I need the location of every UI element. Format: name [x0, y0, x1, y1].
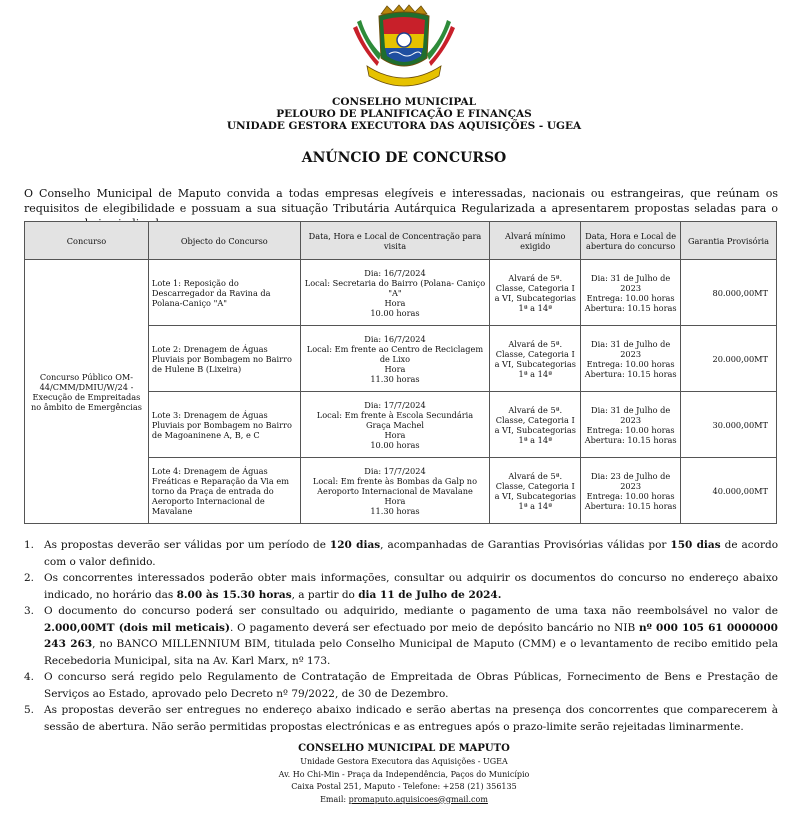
abertura-entrega: Entrega: 10.00 horas [586, 490, 675, 501]
visita-local: Local: Em frente à Escola Secundária Graça Machel [316, 409, 474, 430]
term-text: , acompanhadas de Garantias Provisórias válidas por [380, 539, 671, 551]
visita-hora: 11.30 horas [370, 373, 420, 384]
visita-local: Local: Em frente ao Centro de Reciclagem de Lixo [306, 343, 484, 364]
term-text: Os concorrentes interessados poderão obter mais informações, consultar ou adquirir os documentos do concurso no endereço abaixo indicado, no horário das [44, 572, 778, 601]
cell-objecto: Lote 1: Reposição do Descarregador da Ravina da Polana-Caniço "A" [148, 260, 300, 326]
unit-name: UNIDADE GESTORA EXECUTORA DAS AQUISIÇÕES - UGEA [226, 120, 582, 132]
table-header-row [25, 222, 777, 260]
cell-alvara: Alvará de 5ª. Classe, Categoria I a VI, Subcategorias 1ª a 14ª [490, 458, 581, 524]
term-text: de acordo com o valor definido. [44, 539, 779, 568]
visita-hora-label: Hora [384, 297, 406, 308]
visita-hora-label: Hora [384, 429, 406, 440]
term-text: As propostas deverão ser entregues no endereço abaixo indicado e serão abertas na presença dos concorrentes que comparecerem à sessão de abertura. Não serão permitidas propostas electrónicas e as entregues após o prazo-limite serão rejeitadas liminarmente. [44, 704, 778, 733]
cell-garantia: 20.000,00MT [681, 326, 777, 392]
visita-dia: Dia: 16/7/2024 [364, 267, 426, 278]
page-title: ANÚNCIO DE CONCURSO [301, 150, 507, 166]
header-concurso: Concurso [25, 222, 149, 260]
term-text: O concurso será regido pelo Regulamento de Contratação de Empreitada de Obras Públicas, Fornecimento de Bens e Prestação de Serviços ao Estado, aprovado pelo Decreto nº 79/2022, de 30 de Dezembro. [44, 671, 778, 700]
term-emphasis: 150 dias [670, 539, 721, 551]
term-number: 2. [24, 572, 35, 584]
visita-hora: 11.30 horas [370, 505, 420, 516]
cell-alvara: Alvará de 5ª. Classe, Categoria I a VI, Subcategorias 1ª a 14ª [490, 326, 581, 392]
visita-local: Local: Em frente às Bombas da Galp no Aeroporto Internacional de Mavalane [312, 475, 478, 496]
cell-objecto: Lote 4: Drenagem de Águas Freáticas e Reparação da Via em torno da Praça de entrada do Aeroporto Internacional de Mavalane [148, 458, 300, 524]
abertura-hora: Abertura: 10.15 horas [584, 368, 677, 379]
cell-visita [300, 392, 490, 458]
visita-dia: Dia: 17/7/2024 [364, 465, 426, 476]
cell-visita [300, 260, 490, 326]
footer-council-name: CONSELHO MUNICIPAL DE MAPUTO [298, 743, 510, 754]
municipal-crest-logo [343, 4, 465, 94]
cell-abertura [581, 392, 681, 458]
visita-hora-label: Hora [384, 495, 406, 506]
cell-visita [300, 326, 490, 392]
terms-list [24, 537, 778, 735]
term-item [24, 537, 778, 570]
footer-email-line [0, 794, 808, 807]
abertura-entrega: Entrega: 10.00 horas [586, 358, 675, 369]
abertura-entrega: Entrega: 10.00 horas [586, 292, 675, 303]
abertura-entrega: Entrega: 10.00 horas [586, 424, 675, 435]
cell-alvara: Alvará de 5ª. Classe, Categoria I a VI, Subcategorias 1ª a 14ª [490, 260, 581, 326]
term-item [24, 603, 778, 669]
visita-local: Local: Secretaria do Bairro (Polana- Caniço "A" [304, 277, 486, 298]
table-row [25, 260, 777, 326]
council-name: CONSELHO MUNICIPAL [331, 96, 476, 108]
intro-paragraph: O Conselho Municipal de Maputo convida a todas empresas elegíveis e interessadas, nacionais ou estrangeiras, que reúnam os requisitos de elegibilidade e possuam a sua situação Tributária Autárquica Regularizada a apresentarem propostas seladas para o [24, 187, 778, 215]
visita-dia: Dia: 17/7/2024 [364, 399, 426, 410]
term-item [24, 702, 778, 735]
cell-abertura [581, 458, 681, 524]
abertura-hora: Abertura: 10.15 horas [584, 500, 677, 511]
footer-phone: Caixa Postal 251, Maputo - Telefone: +258 (21) 356135 [291, 782, 517, 791]
visita-hora: 10.00 horas [370, 439, 420, 450]
term-text: As propostas deverão ser válidas por um período de [44, 539, 330, 551]
term-text: , no BANCO MILLENNIUM BIM, titulada pelo Conselho Municipal de Maputo (CMM) e o levantamento de recibo emitido pela Recebedoria Municipal, sita na Av. Karl Marx, nº 173. [44, 638, 778, 667]
term-emphasis: 120 dias [329, 539, 381, 551]
cell-abertura [581, 260, 681, 326]
term-emphasis: 8.00 às 15.30 horas [176, 588, 292, 601]
footer-email-link[interactable]: promaputo.aquisicoes@gmail.com [348, 794, 488, 804]
term-number: 4. [24, 671, 35, 683]
visita-dia: Dia: 16/7/2024 [364, 333, 426, 344]
term-item [24, 669, 778, 702]
abertura-dia: Dia: 23 de Julho de 2023 [591, 470, 671, 491]
abertura-dia: Dia: 31 de Julho de 2023 [591, 272, 671, 293]
cell-garantia: 40.000,00MT [681, 458, 777, 524]
tender-table [24, 221, 777, 524]
cell-concurso: Concurso Público OM-44/CMM/DMIU/W/24 - Execução de Empreitadas no âmbito de Emergências [25, 260, 149, 524]
term-item [24, 570, 778, 603]
term-emphasis: nº 000 105 61 0000000 243 263 [44, 621, 778, 650]
footer-email-label: Email: [320, 794, 349, 804]
term-number: 1. [24, 539, 35, 551]
cell-garantia: 30.000,00MT [681, 392, 777, 458]
cell-objecto: Lote 3: Drenagem de Águas Pluviais por Bombagem no Bairro de Magoaninene A, B, e C [148, 392, 300, 458]
header-visita: Data, Hora e Local de Concentração para visita [300, 222, 490, 260]
visita-hora: 10.00 horas [370, 307, 420, 318]
header-garantia: Garantia Provisória [681, 222, 777, 260]
header-alvara: Alvará mínimo exigido [490, 222, 581, 260]
term-text: , a partir do [291, 588, 359, 601]
cell-objecto: Lote 2: Drenagem de Águas Pluviais por Bombagem no Bairro de Hulene B (Lixeira) [148, 326, 300, 392]
term-number: 3. [24, 605, 35, 617]
visita-hora-label: Hora [384, 363, 406, 374]
cell-garantia: 80.000,00MT [681, 260, 777, 326]
term-number: 5. [24, 704, 35, 716]
cell-alvara: Alvará de 5ª. Classe, Categoria I a VI, Subcategorias 1ª a 14ª [490, 392, 581, 458]
abertura-hora: Abertura: 10.15 horas [584, 302, 677, 313]
header-objecto: Objecto do Concurso [148, 222, 300, 260]
abertura-hora: Abertura: 10.15 horas [584, 434, 677, 445]
term-emphasis: 2.000,00MT (dois mil meticais) [44, 621, 230, 634]
term-emphasis: dia 11 de Julho de 2024. [358, 588, 502, 601]
department-name: PELOURO DE PLANIFICAÇÃO E FINANÇAS [276, 108, 532, 120]
footer-unit: Unidade Gestora Executora das Aquisições - UGEA [300, 757, 508, 766]
abertura-dia: Dia: 31 de Julho de 2023 [591, 338, 671, 359]
abertura-dia: Dia: 31 de Julho de 2023 [591, 404, 671, 425]
cell-visita [300, 458, 490, 524]
footer-address: Av. Ho Chi-Min - Praça da Independência, Paços do Município [278, 769, 530, 779]
footer-contact [0, 742, 808, 806]
cell-abertura [581, 326, 681, 392]
term-text: . O pagamento deverá ser efectuado por meio de depósito bancário no NIB [229, 621, 640, 634]
term-text: O documento do concurso poderá ser consultado ou adquirido, mediante o pagamento de uma taxa não reembolsável no valor de [44, 605, 778, 617]
header-abertura: Data, Hora e Local de abertura do concurso [581, 222, 681, 260]
